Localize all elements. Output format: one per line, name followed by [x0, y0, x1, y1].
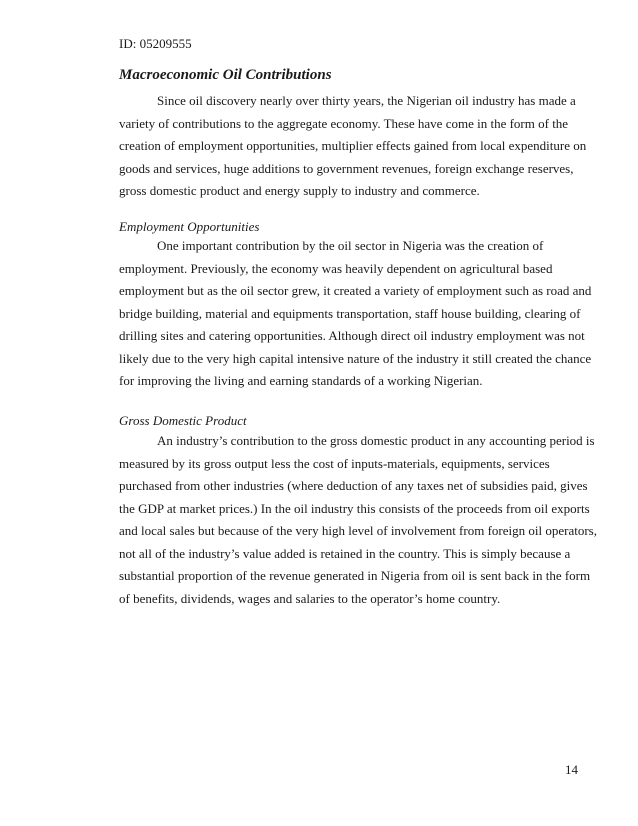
paragraph-line: creation of employment opportunities, multiplier effects gained from local expenditure on [119, 138, 587, 153]
paragraph-line: An industry’s contribution to the gross domestic product in any accounting period is [157, 433, 595, 448]
paragraph-line: and local sales but because of the very high level of involvement from foreign oil operators, [119, 523, 597, 538]
employment-paragraph [119, 235, 592, 393]
paragraph-line: Since oil discovery nearly over thirty years, the Nigerian oil industry has made a [157, 93, 576, 108]
gdp-subheading: Gross Domestic Product [119, 413, 247, 428]
paragraph-line: the GDP at market prices.) In the oil industry this consists of the proceeds from oil exports [119, 500, 590, 516]
paragraph-line: drilling sites and catering opportunities. Although direct oil industry employment was not [119, 328, 585, 343]
employment-subheading: Employment Opportunities [119, 219, 260, 234]
intro-paragraph [119, 90, 587, 203]
paragraph-line: for improving the living and earning standards of a working Nigerian. [119, 373, 483, 388]
section-heading: Macroeconomic Oil Contributions [119, 67, 332, 83]
paragraph-line: substantial proportion of the revenue generated in Nigeria from oil is sent back in the form [119, 568, 591, 583]
paragraph-line: bridge building, material and equipments transportation, staff house building, clearing of [119, 305, 581, 321]
paragraph-line: likely due to the very high capital intensive nature of the industry it still created the chance [119, 350, 592, 366]
paragraph-line: variety of contributions to the aggregate economy. These have come in the form of the [119, 115, 569, 131]
paragraph-line: not all of the industry’s value added is retained in the country. This is simply because a [119, 545, 571, 561]
paragraph-line: employment but as the oil sector grew, it created a variety of employment such as road and [119, 283, 592, 298]
paragraph-line: purchased from other industries (where deduction of any taxes net of subsidies paid, gives [119, 478, 588, 493]
paragraph-line: employment. Previously, the economy was heavily dependent on agricultural based [119, 260, 553, 276]
paragraph-line: of benefits, dividends, wages and salaries to the operator’s home country. [119, 590, 501, 606]
page-number: 14 [565, 762, 578, 777]
paragraph-line: One important contribution by the oil sector in Nigeria was the creation of [157, 238, 544, 253]
student-id: ID: 05209555 [119, 36, 192, 51]
paragraph-line: goods and services, huge additions to government revenues, foreign exchange reserves, [119, 160, 574, 176]
paragraph-line: gross domestic product and energy supply to industry and commerce. [119, 183, 480, 198]
gdp-paragraph [119, 430, 597, 610]
paragraph-line: measured by its gross output less the cost of inputs-materials, equipments, services [119, 455, 550, 471]
